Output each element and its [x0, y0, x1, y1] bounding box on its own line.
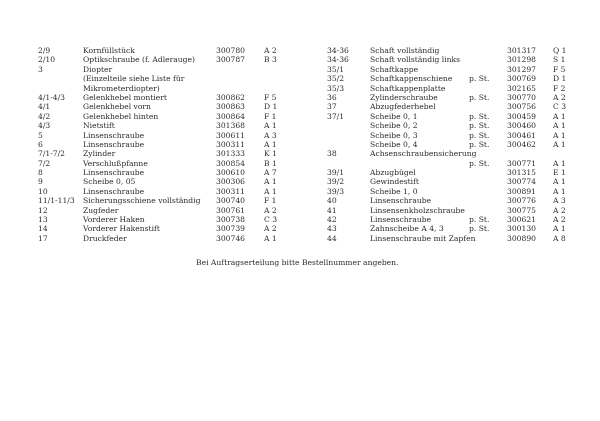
cell-name: Schaftkappenplatte — [370, 83, 446, 93]
cell-num: 300611 — [216, 130, 245, 140]
table-row — [38, 196, 306, 205]
cell-pos: 37 — [327, 102, 337, 112]
cell-pos: 41 — [327, 205, 337, 215]
cell-num: 302165 — [507, 83, 536, 93]
cell-num: 300306 — [216, 177, 245, 187]
cell-pos: 39/3 — [327, 186, 345, 196]
cell-name: Linsenschraube — [83, 168, 145, 178]
cell-num: 300771 — [507, 158, 536, 168]
table-row — [327, 74, 582, 83]
cell-pos: 4/1-4/3 — [38, 92, 66, 102]
cell-name: Sicherungsschiene vollständig — [83, 196, 201, 206]
cell-name: Zylinder — [83, 149, 116, 159]
table-row — [38, 234, 306, 243]
cell-name: Linsenschraube mit Zapfen — [370, 233, 476, 243]
table-row — [38, 149, 306, 158]
cell-pos: 35/3 — [327, 83, 345, 93]
cell-code: S 1 — [553, 55, 566, 65]
cell-name: Linsensenkholzschraube — [370, 205, 465, 215]
cell-name: Scheibe 0, 3 — [370, 130, 418, 140]
cell-pos: 11/1-11/3 — [38, 196, 75, 206]
cell-num: 300746 — [216, 233, 245, 243]
cell-code: A 1 — [264, 186, 277, 196]
cell-num: 300862 — [216, 92, 245, 102]
cell-pos: 40 — [327, 196, 337, 206]
cell-name: Scheibe 0, 05 — [83, 177, 136, 187]
cell-code: A 1 — [553, 177, 566, 187]
cell-num: 300462 — [507, 139, 536, 149]
table-row — [38, 177, 306, 186]
cell-code: A 3 — [264, 130, 277, 140]
cell-pos: 2/10 — [38, 55, 56, 65]
cell-name: Diopter — [83, 64, 113, 74]
cell-name: Linsenschraube — [370, 196, 432, 206]
table-row — [38, 102, 306, 111]
cell-name: Optikschraube (f. Adlerauge) — [83, 55, 195, 65]
cell-unit: p. St. — [469, 215, 490, 225]
cell-num: 301317 — [507, 46, 536, 55]
table-row — [38, 140, 306, 149]
table-row — [327, 121, 582, 130]
cell-name: Scheibe 0, 4 — [370, 139, 418, 149]
cell-code: D 1 — [264, 102, 278, 112]
table-row — [327, 46, 582, 55]
cell-num: 300890 — [507, 233, 536, 243]
cell-num: 300311 — [216, 186, 245, 196]
left-parts-table — [38, 46, 306, 243]
cell-name: Linsenschraube — [83, 130, 145, 140]
cell-num: 300770 — [507, 92, 536, 102]
cell-name: Schaft vollständig links — [370, 55, 461, 65]
cell-code: F 5 — [553, 64, 566, 74]
cell-num: 300459 — [507, 111, 536, 121]
cell-name: Gelenkhebel vorn — [83, 102, 151, 112]
table-row — [38, 131, 306, 140]
cell-code: A 1 — [553, 121, 566, 131]
cell-code: F 5 — [264, 92, 277, 102]
cell-pos: 43 — [327, 224, 337, 234]
cell-num: 300891 — [507, 186, 536, 196]
cell-name: Zylinderschraube — [370, 92, 438, 102]
table-row — [327, 215, 582, 224]
cell-name: Scheibe 0, 2 — [370, 121, 418, 131]
cell-code: A 2 — [553, 92, 566, 102]
table-row — [38, 121, 306, 130]
cell-num: 300774 — [507, 177, 536, 187]
cell-code: A 1 — [553, 224, 566, 234]
cell-num: 301368 — [216, 121, 245, 131]
cell-code: A 1 — [264, 177, 277, 187]
cell-pos: 17 — [38, 233, 48, 243]
table-row — [38, 84, 306, 93]
cell-code: A 1 — [553, 186, 566, 196]
cell-pos: 14 — [38, 224, 48, 234]
cell-code: A 1 — [264, 139, 277, 149]
cell-num: 300854 — [216, 158, 245, 168]
cell-pos: 37/1 — [327, 111, 345, 121]
cell-pos: 2/9 — [38, 46, 51, 55]
table-row — [327, 112, 582, 121]
table-row — [38, 187, 306, 196]
cell-pos: 36 — [327, 92, 337, 102]
cell-code: C 3 — [553, 102, 567, 112]
table-row — [327, 159, 582, 168]
cell-pos: 7/2 — [38, 158, 51, 168]
cell-code: A 8 — [553, 233, 566, 243]
cell-unit: p. St. — [469, 92, 490, 102]
cell-unit: p. St. — [469, 158, 490, 168]
cell-pos: 39/1 — [327, 168, 345, 178]
cell-code: A 1 — [553, 139, 566, 149]
cell-code: A 1 — [553, 158, 566, 168]
cell-num: 300787 — [216, 55, 245, 65]
cell-pos: 5 — [38, 130, 43, 140]
cell-code: A 1 — [553, 111, 566, 121]
table-row — [38, 55, 306, 64]
cell-pos: 4/1 — [38, 102, 51, 112]
cell-name: Vorderer Hakenstift — [83, 224, 160, 234]
cell-name: Gelenkhebel montiert — [83, 92, 167, 102]
cell-code: F 2 — [553, 83, 566, 93]
cell-pos: 44 — [327, 233, 337, 243]
table-row — [327, 168, 582, 177]
table-row — [38, 112, 306, 121]
cell-name: Linsenschraube — [83, 139, 145, 149]
cell-num: 300756 — [507, 102, 536, 112]
cell-name: Linsenschraube — [83, 186, 145, 196]
cell-num: 300780 — [216, 46, 245, 55]
cell-code: E 1 — [553, 168, 566, 178]
cell-pos: 6 — [38, 139, 43, 149]
table-row — [38, 46, 306, 55]
cell-name: Kornfüllstück — [83, 46, 135, 55]
cell-code: C 3 — [264, 215, 278, 225]
cell-num: 300775 — [507, 205, 536, 215]
table-row — [327, 93, 582, 102]
table-row — [38, 206, 306, 215]
cell-name: Achsenschraubensicherung — [370, 149, 477, 159]
cell-num: 300863 — [216, 102, 245, 112]
cell-name: Zugfeder — [83, 205, 119, 215]
cell-code: F 1 — [264, 196, 277, 206]
table-row — [327, 187, 582, 196]
cell-name: Zahnscheibe A 4, 3 — [370, 224, 444, 234]
table-row — [38, 168, 306, 177]
cell-name: Abzugfederhebel — [370, 102, 436, 112]
cell-name: Druckfeder — [83, 233, 127, 243]
cell-name: Gelenkhebel hinten — [83, 111, 159, 121]
cell-code: B 1 — [264, 158, 277, 168]
table-row — [327, 206, 582, 215]
cell-unit: p. St. — [469, 130, 490, 140]
cell-pos: 3 — [38, 64, 43, 74]
cell-pos: 35/1 — [327, 64, 345, 74]
table-row — [38, 74, 306, 83]
cell-code: A 1 — [264, 233, 277, 243]
cell-pos: 34-36 — [327, 55, 349, 65]
cell-pos: 12 — [38, 205, 48, 215]
cell-pos: 10 — [38, 186, 48, 196]
cell-num: 300739 — [216, 224, 245, 234]
cell-num: 300311 — [216, 139, 245, 149]
cell-name: (Einzelteile siehe Liste für — [83, 74, 185, 84]
cell-name: Schaft vollständig — [370, 46, 440, 55]
cell-pos: 8 — [38, 168, 43, 178]
cell-pos: 9 — [38, 177, 43, 187]
cell-name: Abzugbügel — [370, 168, 416, 178]
table-row — [38, 159, 306, 168]
cell-pos: 7/1-7/2 — [38, 149, 66, 159]
cell-num: 300610 — [216, 168, 245, 178]
table-row — [327, 196, 582, 205]
cell-num: 300769 — [507, 74, 536, 84]
table-row — [38, 224, 306, 233]
cell-num: 301315 — [507, 168, 536, 178]
table-row — [327, 65, 582, 74]
cell-name: Scheibe 1, 0 — [370, 186, 418, 196]
cell-name: Nietstift — [83, 121, 115, 131]
cell-code: A 7 — [264, 168, 277, 178]
cell-num: 300761 — [216, 205, 245, 215]
cell-pos: 35/2 — [327, 74, 345, 84]
cell-code: A 3 — [553, 196, 566, 206]
cell-code: A 2 — [264, 224, 277, 234]
cell-name: Scheibe 0, 1 — [370, 111, 418, 121]
cell-pos: 34-36 — [327, 46, 349, 55]
cell-code: D 1 — [553, 74, 567, 84]
cell-unit: p. St. — [469, 139, 490, 149]
cell-pos: 13 — [38, 215, 48, 225]
cell-name: Mikrometerdiopter) — [83, 83, 160, 93]
cell-name: Schaftkappe — [370, 64, 419, 74]
cell-pos: 4/3 — [38, 121, 51, 131]
cell-unit: p. St. — [469, 111, 490, 121]
cell-num: 300460 — [507, 121, 536, 131]
cell-num: 300461 — [507, 130, 536, 140]
table-row — [327, 149, 582, 158]
cell-code: B 3 — [264, 55, 277, 65]
table-row — [327, 234, 582, 243]
cell-code: K 1 — [264, 149, 277, 159]
cell-name: Vorderer Haken — [83, 215, 145, 225]
cell-num: 301333 — [216, 149, 245, 159]
cell-code: A 2 — [553, 215, 566, 225]
cell-code: Q 1 — [553, 46, 567, 55]
cell-num: 300621 — [507, 215, 536, 225]
cell-num: 301297 — [507, 64, 536, 74]
cell-name: Gewindestift — [370, 177, 419, 187]
cell-code: A 2 — [553, 205, 566, 215]
table-row — [38, 65, 306, 74]
cell-num: 300740 — [216, 196, 245, 206]
cell-num: 301298 — [507, 55, 536, 65]
table-row — [327, 224, 582, 233]
cell-num: 300864 — [216, 111, 245, 121]
cell-name: Schaftkappenschiene — [370, 74, 453, 84]
order-note: Bei Auftragserteilung bitte Bestellnummer angeben. — [196, 258, 399, 267]
table-row — [327, 102, 582, 111]
cell-unit: p. St. — [469, 224, 490, 234]
cell-pos: 38 — [327, 149, 337, 159]
cell-code: A 2 — [264, 46, 277, 55]
cell-pos: 39/2 — [327, 177, 345, 187]
cell-name: Linsenschraube — [370, 215, 432, 225]
cell-num: 300776 — [507, 196, 536, 206]
table-row — [327, 84, 582, 93]
table-row — [38, 93, 306, 102]
cell-code: A 1 — [264, 121, 277, 131]
cell-code: A 1 — [553, 130, 566, 140]
cell-pos: 4/2 — [38, 111, 51, 121]
cell-name: Verschlußpfanne — [83, 158, 148, 168]
right-parts-table — [327, 46, 582, 243]
cell-code: F 1 — [264, 111, 277, 121]
table-row — [38, 215, 306, 224]
cell-num: 300130 — [507, 224, 536, 234]
table-row — [327, 177, 582, 186]
table-row — [327, 131, 582, 140]
table-row — [327, 55, 582, 64]
cell-unit: p. St. — [469, 121, 490, 131]
table-row — [327, 140, 582, 149]
cell-pos: 42 — [327, 215, 337, 225]
cell-unit: p. St. — [469, 74, 490, 84]
cell-code: A 2 — [264, 205, 277, 215]
cell-num: 300738 — [216, 215, 245, 225]
